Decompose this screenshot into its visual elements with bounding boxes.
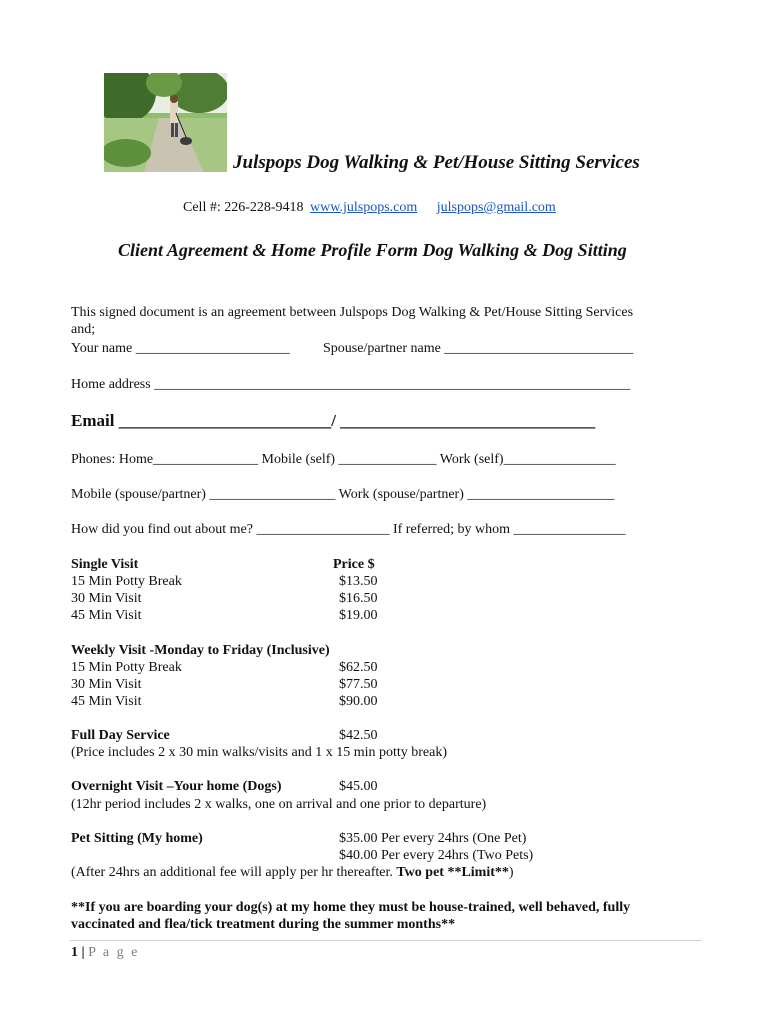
spouse-name-field[interactable]: Spouse/partner name ___________________________ bbox=[323, 341, 634, 356]
price-heading: Price $ bbox=[333, 557, 375, 572]
intro-line-2: and; bbox=[71, 322, 96, 337]
pet-sitting-note-text: (After 24hrs an additional fee will apply per hr thereafter. bbox=[71, 865, 393, 880]
weekly-visit-heading: Weekly Visit -Monday to Friday (Inclusive) bbox=[71, 643, 330, 658]
boarding-notice-line-1: **If you are boarding your dog(s) at my home they must be house-trained, well behaved, fully bbox=[71, 900, 631, 915]
phones-field[interactable]: Phones: Home_______________ Mobile (self) ______________ Work (self)________________ bbox=[71, 452, 616, 467]
single-item-price: $13.50 bbox=[339, 574, 378, 589]
find-out-field[interactable]: How did you find out about me? ___________________ If referred; by whom ________________ bbox=[71, 522, 626, 537]
cell-number: Cell #: 226-228-9418 bbox=[183, 200, 304, 215]
weekly-item-price: $90.00 bbox=[339, 694, 378, 709]
single-item-label: 45 Min Visit bbox=[71, 608, 142, 623]
footer-separator: | bbox=[81, 945, 85, 960]
dog-walking-photo bbox=[104, 73, 227, 172]
full-day-heading: Full Day Service bbox=[71, 728, 170, 743]
boarding-notice-line-2: vaccinated and flea/tick treatment during the summer months** bbox=[71, 917, 456, 932]
footer-divider bbox=[70, 940, 702, 941]
overnight-price: $45.00 bbox=[339, 779, 378, 794]
single-item-price: $16.50 bbox=[339, 591, 378, 606]
single-item-price: $19.00 bbox=[339, 608, 378, 623]
weekly-item-price: $62.50 bbox=[339, 660, 378, 675]
email-link[interactable]: julspops@gmail.com bbox=[436, 200, 556, 215]
weekly-item-label: 45 Min Visit bbox=[71, 694, 142, 709]
single-item-label: 15 Min Potty Break bbox=[71, 574, 182, 589]
email-field[interactable]: Email _________________________/ ______________________________ bbox=[71, 411, 596, 430]
single-visit-heading: Single Visit bbox=[71, 557, 139, 572]
form-subtitle: Client Agreement & Home Profile Form Dog Walking & Dog Sitting bbox=[118, 240, 627, 260]
your-name-field[interactable]: Your name ______________________ bbox=[71, 341, 290, 356]
pet-sitting-price-one: $35.00 Per every 24hrs (One Pet) bbox=[339, 831, 527, 846]
weekly-item-label: 15 Min Potty Break bbox=[71, 660, 182, 675]
home-address-field[interactable]: Home address ____________________________________________________________________ bbox=[71, 377, 631, 392]
page-footer bbox=[71, 944, 139, 961]
full-day-price: $42.50 bbox=[339, 728, 378, 743]
company-title: Julspops Dog Walking & Pet/House Sitting Services bbox=[233, 152, 640, 173]
page-label: P a g e bbox=[88, 945, 140, 960]
single-item-label: 30 Min Visit bbox=[71, 591, 142, 606]
mobile-spouse-field[interactable]: Mobile (spouse/partner) __________________ Work (spouse/partner) _____________________ bbox=[71, 487, 615, 502]
pet-sitting-heading: Pet Sitting (My home) bbox=[71, 831, 203, 846]
page-number: 1 bbox=[71, 945, 78, 960]
full-day-note: (Price includes 2 x 30 min walks/visits and 1 x 15 min potty break) bbox=[71, 745, 448, 760]
website-link[interactable]: www.julspops.com bbox=[310, 200, 418, 215]
pet-sitting-note-end: ) bbox=[508, 865, 514, 880]
pet-sitting-price-two: $40.00 Per every 24hrs (Two Pets) bbox=[339, 848, 534, 863]
intro-line-1: This signed document is an agreement between Julspops Dog Walking & Pet/House Sitting Services bbox=[71, 305, 634, 320]
pet-limit-text: Two pet **Limit** bbox=[396, 865, 509, 880]
weekly-item-price: $77.50 bbox=[339, 677, 378, 692]
contact-line bbox=[183, 200, 556, 216]
weekly-item-label: 30 Min Visit bbox=[71, 677, 142, 692]
pet-sitting-note bbox=[71, 864, 514, 881]
overnight-note: (12hr period includes 2 x walks, one on arrival and one prior to departure) bbox=[71, 797, 487, 812]
overnight-heading: Overnight Visit –Your home (Dogs) bbox=[71, 779, 282, 794]
